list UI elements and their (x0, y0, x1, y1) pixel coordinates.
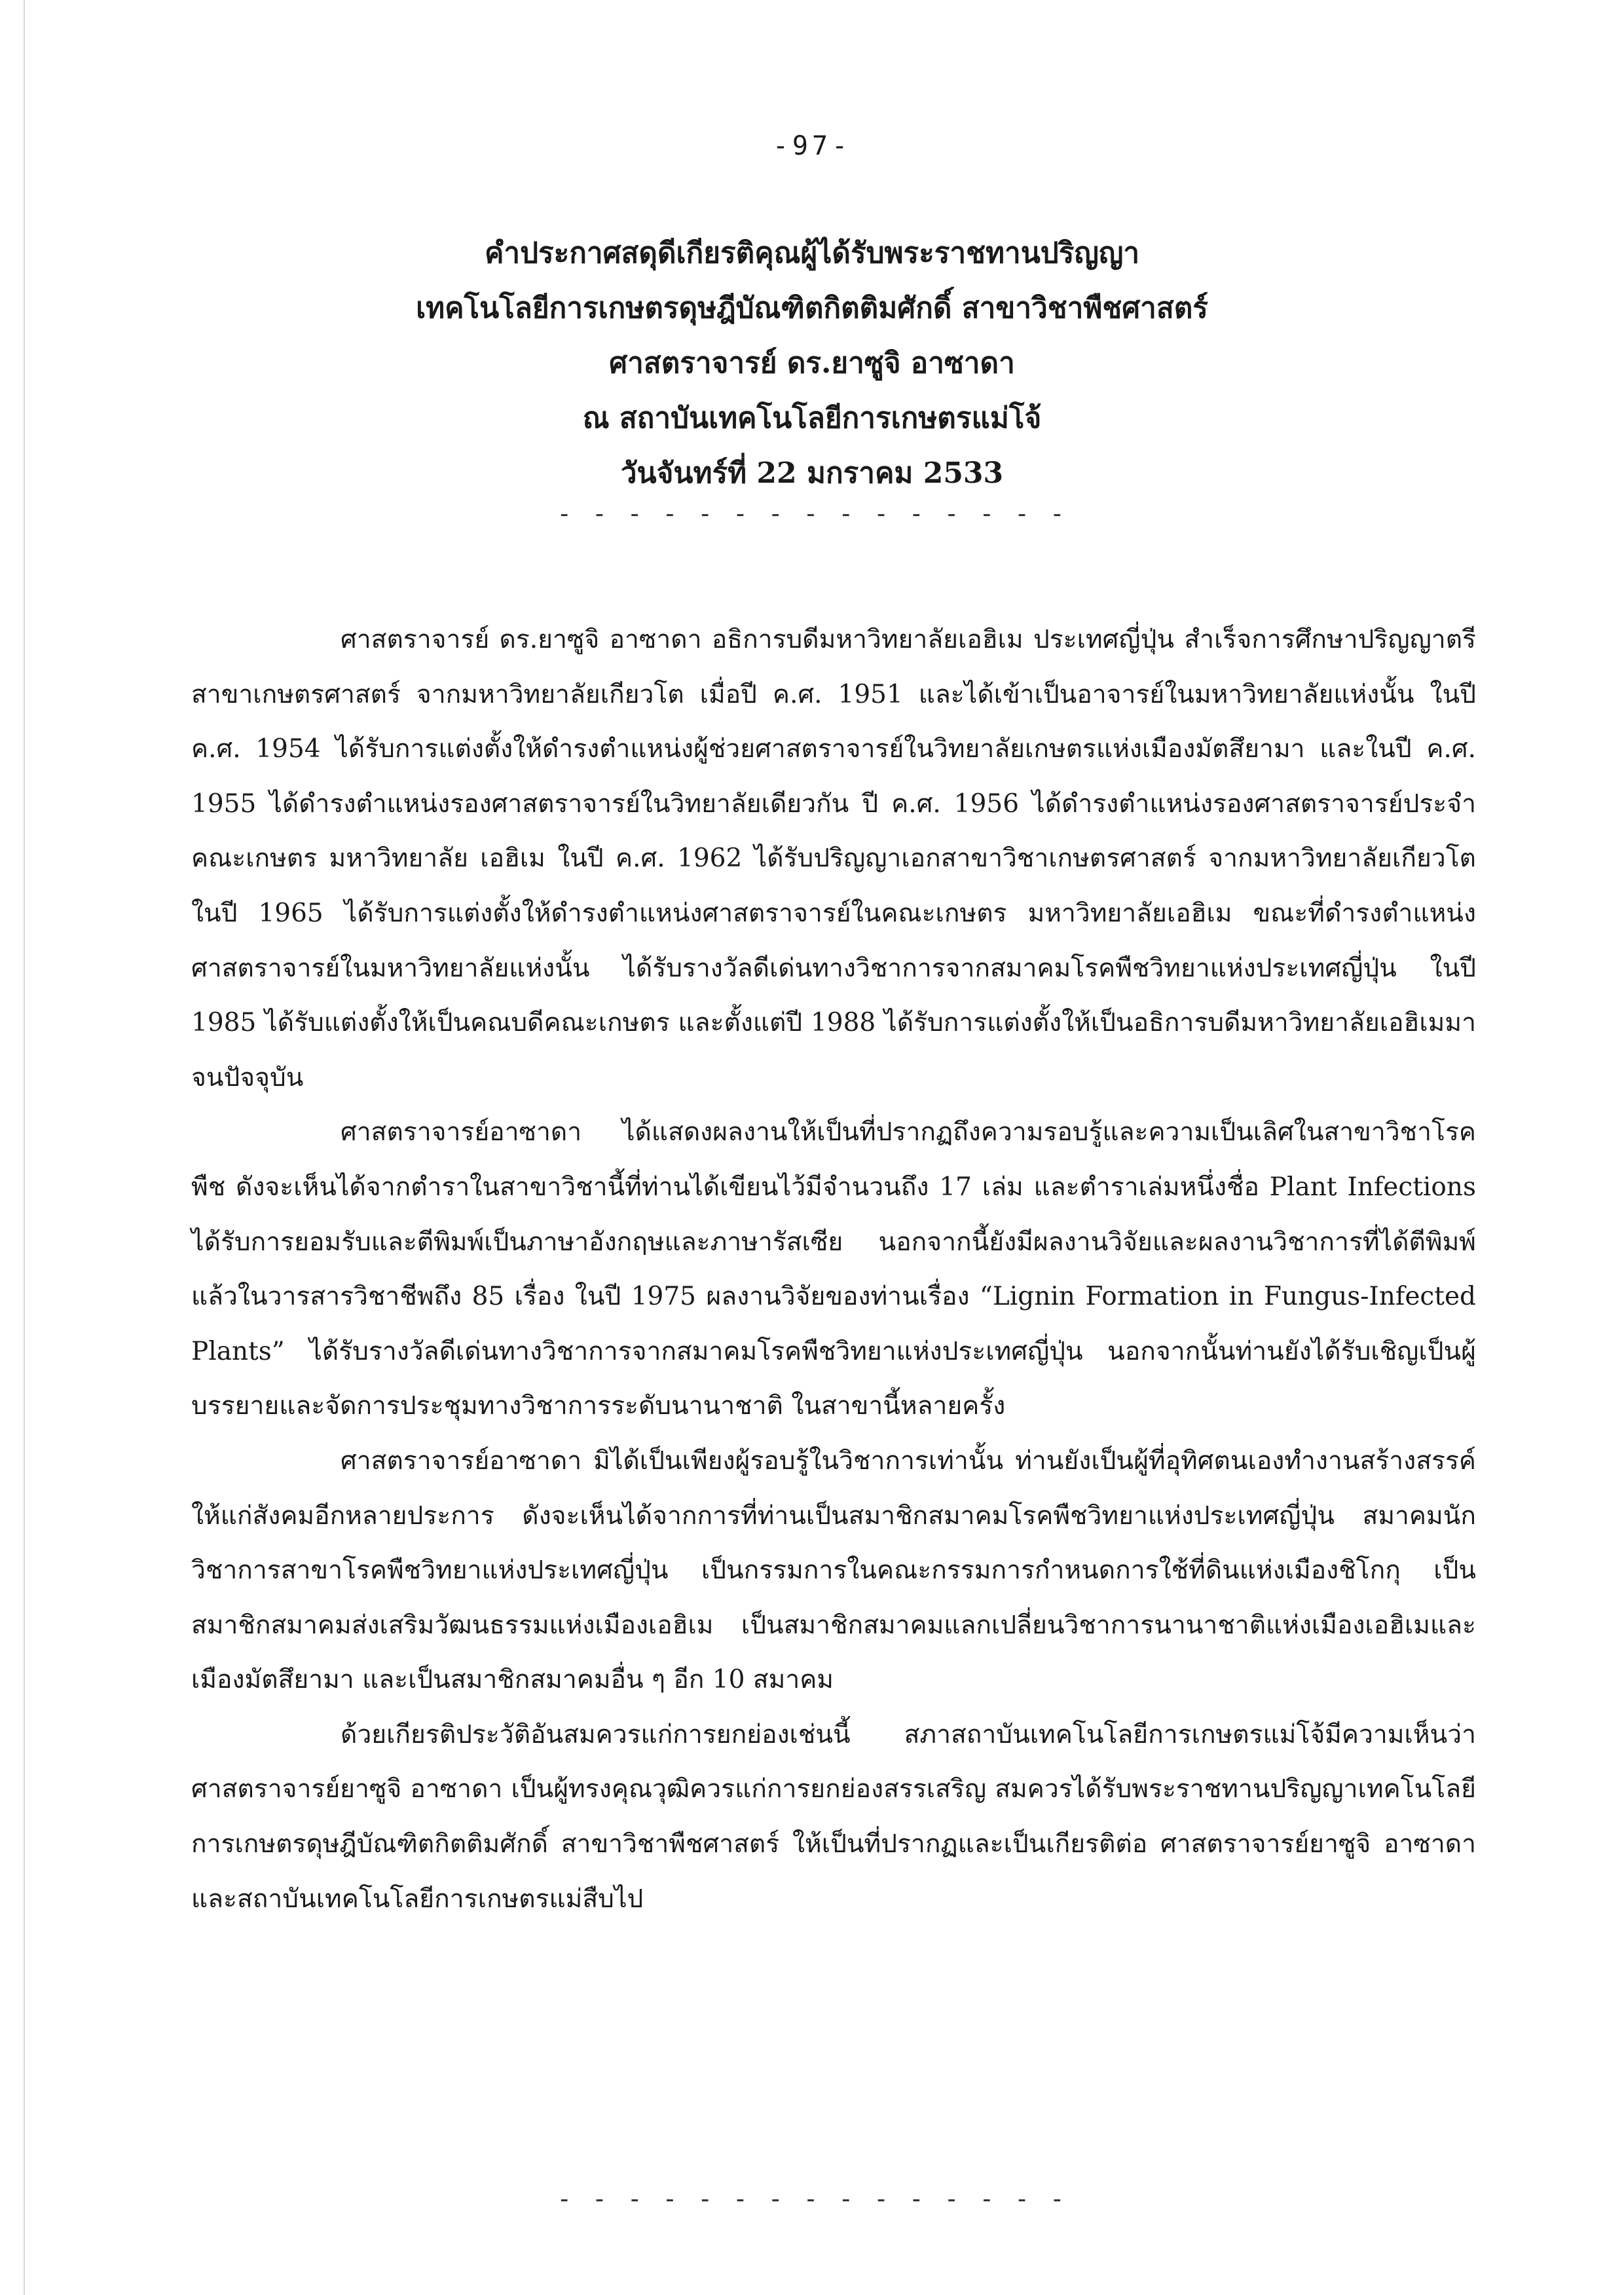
divider-top: - - - - - - - - - - - - - - - (557, 499, 1067, 528)
proclamation-body (191, 612, 1476, 1926)
header-title-line: คำประกาศสดุดีเกียรติคุณผู้ได้รับพระราชทานปริญญา (484, 236, 1140, 270)
proclamation-header (196, 226, 1428, 501)
divider-bottom: - - - - - - - - - - - - - - - (557, 2184, 1067, 2213)
paragraph-academic-works: ศาสตราจารย์อาซาดา ได้แสดงผลงานให้เป็นที่ปรากฏถึงความรอบรู้และความเป็นเลิศในสาขาวิชาโรคพืช ดังจะเห็นได้จากตำราในสาขาวิชานี้ที่ท่านได้เขียนไว้มีจำนวนถึง 17 เล่ม และตำราเล่มหนึ่งชื่อ Plant Infections ได้รับการยอมรับและตีพิมพ์เป็นภาษาอังกฤษและภาษารัสเซีย นอกจากนี้ยังมีผลงานวิจัยและผลงานวิชาการที่ได้ตีพิมพ์แล้วในวารสารวิชาชีพถึง 85 เรื่อง ในปี 1975 ผลงานวิจัยของท่านเรื่อง “Lignin Formation in Fungus-Infected Plants” ได้รับรางวัลดีเด่นทางวิชาการจากสมาคมโรคพืชวิทยาแห่งประเทศญี่ปุ่น นอกจากนั้นท่านยังได้รับเชิญเป็นผู้บรรยายและจัดการประชุมทางวิชาการระดับนานาชาติ ในสาขานี้หลายครั้ง (191, 1117, 1476, 1421)
scan-edge-line (24, 0, 25, 2295)
header-date-line: วันจันทร์ที่ 22 มกราคม 2533 (620, 457, 1004, 490)
paragraph-social-contributions: ศาสตราจารย์อาซาดา มิได้เป็นเพียงผู้รอบรู้ในวิชาการเท่านั้น ท่านยังเป็นผู้ที่อุทิศตนเองทำงานสร้างสรรค์ให้แก่สังคมอีกหลายประการ ดังจะเห็นได้จากการที่ท่านเป็นสมาชิกสมาคมโรคพืชวิทยาแห่งประเทศญี่ปุ่น สมาคมนักวิชาการสาขาโรคพืชวิทยาแห่งประเทศญี่ปุ่น เป็นกรรมการในคณะกรรมการกำหนดการใช้ที่ดินแห่งเมืองชิโกกุ เป็นสมาชิกสมาคมส่งเสริมวัฒนธรรมแห่งเมืองเอฮิเม เป็นสมาชิกสมาคมแลกเปลี่ยนวิชาการนานาชาติแห่งเมืองเอฮิเมและเมืองมัตสึยามา และเป็นสมาชิกสมาคมอื่น ๆ อีก 10 สมาคม (191, 1446, 1476, 1695)
header-recipient-line: ศาสตราจารย์ ดร.ยาซูจิ อาซาดา (609, 346, 1015, 380)
paragraph-conclusion: ด้วยเกียรติประวัติอันสมควรแก่การยกย่องเช่นนี้ สภาสถาบันเทคโนโลยีการเกษตรแม่โจ้มีความเห็นว่า ศาสตราจารย์ยาซูจิ อาซาดา เป็นผู้ทรงคุณวุฒิควรแก่การยกย่องสรรเสริญ สมควรได้รับพระราชทานปริญญาเทคโนโลยีการเกษตรดุษฎีบัณฑิตกิตติมศักดิ์ สาขาวิชาพืชศาสตร์ ให้เป็นที่ปรากฏและเป็นเกียรติต่อ ศาสตราจารย์ยาซูจิ อาซาดา และสถาบันเทคโนโลยีการเกษตรแม่สืบไป (191, 1719, 1476, 1914)
paragraph-biography: ศาสตราจารย์ ดร.ยาซูจิ อาซาดา อธิการบดีมหาวิทยาลัยเอฮิเม ประเทศญี่ปุ่น สำเร็จการศึกษาปริญญาตรี สาขาเกษตรศาสตร์ จากมหาวิทยาลัยเกียวโต เมื่อปี ค.ศ. 1951 และได้เข้าเป็นอาจารย์ในมหาวิทยาลัยแห่งนั้น ในปี ค.ศ. 1954 ได้รับการแต่งตั้งให้ดำรงตำแหน่งผู้ช่วยศาสตราจารย์ในวิทยาลัยเกษตรแห่งเมืองมัตสึยามา และในปี ค.ศ. 1955 ได้ดำรงตำแหน่งรองศาสตราจารย์ในวิทยาลัยเดียวกัน ปี ค.ศ. 1956 ได้ดำรงตำแหน่งรองศาสตราจารย์ประจำคณะเกษตร มหาวิทยาลัย เอฮิเม ในปี ค.ศ. 1962 ได้รับปริญญาเอกสาขาวิชาเกษตรศาสตร์ จากมหาวิทยาลัยเกียวโต ในปี 1965 ได้รับการแต่งตั้งให้ดำรงตำแหน่งศาสตราจารย์ในคณะเกษตร มหาวิทยาลัยเอฮิเม ขณะที่ดำรงตำแหน่งศาสตราจารย์ในมหาวิทยาลัยแห่งนั้น ได้รับรางวัลดีเด่นทางวิชาการจากสมาคมโรคพืชวิทยาแห่งประเทศญี่ปุ่น ในปี 1985 ได้รับแต่งตั้งให้เป็นคณบดีคณะเกษตร และตั้งแต่ปี 1988 ได้รับการแต่งตั้งให้เป็นอธิการบดีมหาวิทยาลัยเอฮิเมมาจนปัจจุบัน (191, 625, 1476, 1092)
header-degree-line: เทคโนโลยีการเกษตรดุษฎีบัณฑิตกิตติมศักดิ์ สาขาวิชาพืชศาสตร์ (416, 291, 1208, 325)
page-number: -97- (772, 131, 852, 161)
header-venue-line: ณ สถาบันเทคโนโลยีการเกษตรแม่โจ้ (582, 401, 1042, 435)
